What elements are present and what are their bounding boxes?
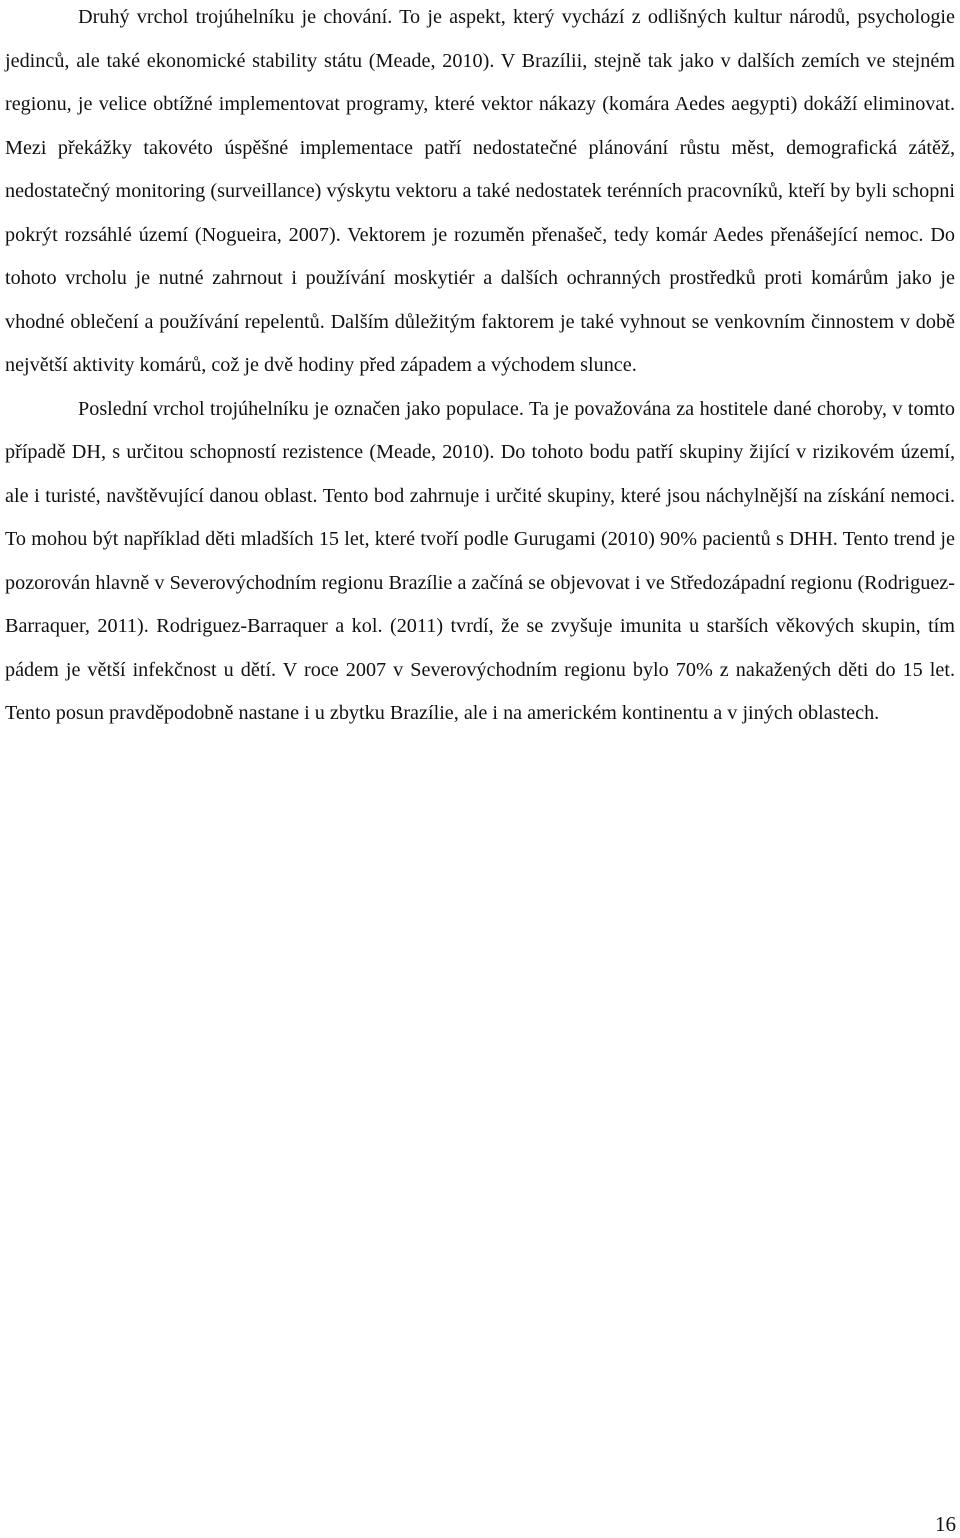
page-number: 16 <box>935 1512 956 1536</box>
paragraph-behavior: Druhý vrchol trojúhelníku je chování. To je aspekt, který vychází z odlišných kultur národů, psychologie jedinců, ale také ekonomické stability státu (Meade, 2010). V Brazílii, stejně tak jako v dalších zemích ve stejném regionu, je velice obtížné implementovat programy, které vektor nákazy (komára Aedes aegypti) dokáží eliminovat. Mezi překážky takovéto úspěšné implementace patří nedostatečné plánování růstu měst, demografická zátěž, nedostatečný monitoring (surveillance) výskytu vektoru a také nedostatek terénních pracovníků, kteří by byli schopni pokrýt rozsáhlé území (Nogueira, 2007). Vektorem je rozuměn přenašeč, tedy komár Aedes přenášející nemoc. Do tohoto vrcholu je nutné zahrnout i používání moskytiér a dalších ochranných prostředků proti komárům jako je vhodné oblečení a používání repelentů. Dalším důležitým faktorem je také vyhnout se venkovním činnostem v době největší aktivity komárů, což je dvě hodiny před západem a východem slunce. <box>5 6 955 376</box>
paragraph-population: Poslední vrchol trojúhelníku je označen jako populace. Ta je považována za hostitele dané choroby, v tomto případě DH, s určitou schopností rezistence (Meade, 2010). Do tohoto bodu patří skupiny žijící v rizikovém území, ale i turisté, navštěvující danou oblast. Tento bod zahrnuje i určité skupiny, které jsou náchylnější na získání nemoci. To mohou být například děti mladších 15 let, které tvoří podle Gurugami (2010) 90% pacientů s DHH. Tento trend je pozorován hlavně v Severovýchodním regionu Brazílie a začíná se objevovat i ve Středozápadní regionu (Rodriguez-Barraquer, 2011). Rodriguez-Barraquer a kol. (2011) tvrdí, že se zvyšuje imunita u starších věkových skupin, tím pádem je větší infekčnost u dětí. V roce 2007 v Severovýchodním regionu bylo 70% z nakažených děti do 15 let. Tento posun pravděpodobně nastane i u zbytku Brazílie, ale i na americkém kontinentu a v jiných oblastech. <box>5 397 955 724</box>
body-text <box>5 0 955 736</box>
